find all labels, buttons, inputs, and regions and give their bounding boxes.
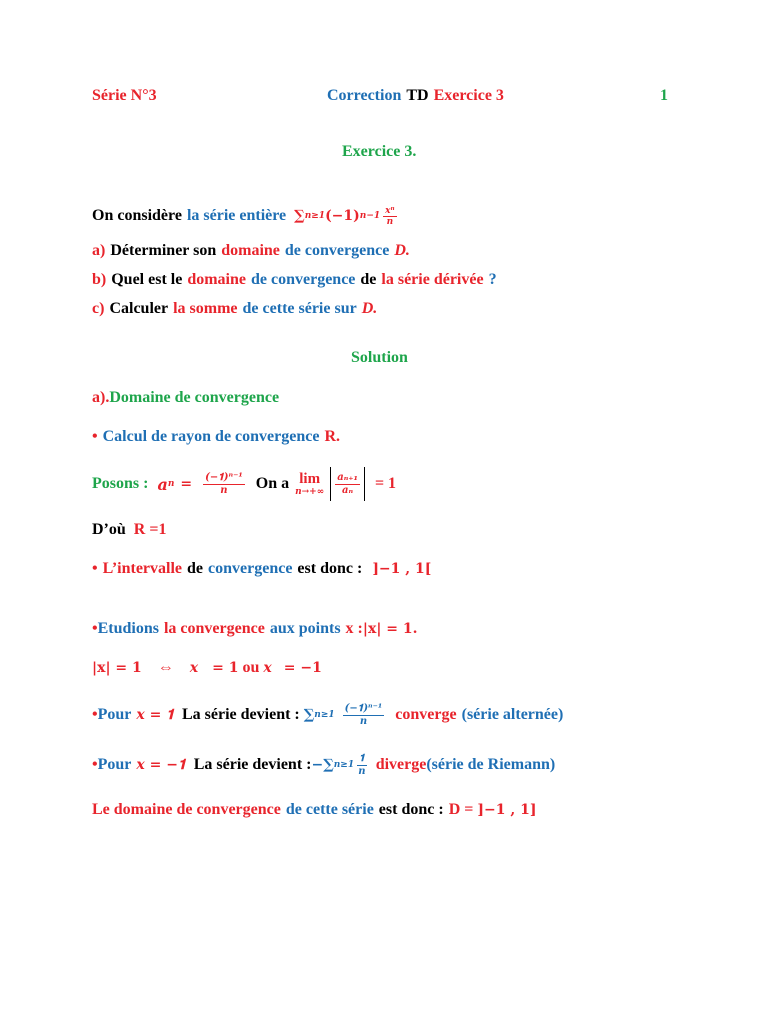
bullet-rayon	[92, 428, 340, 446]
lim-subscript: n→+∞	[295, 486, 325, 497]
pour1-x: x = 𝟏	[136, 707, 174, 723]
intro-serie-label: la série entière	[186, 207, 287, 224]
etudions-aux-points: aux points	[269, 620, 341, 637]
header-correction: Correction	[327, 87, 402, 104]
dou-r: R =1	[133, 521, 167, 538]
intro-fraction	[383, 206, 397, 227]
an-symbol: a	[157, 474, 168, 494]
question-a-convergence: de convergence	[284, 242, 390, 259]
header-serie	[92, 87, 157, 105]
intervalle-de: de	[187, 560, 204, 577]
serie-number: Série N°3	[92, 87, 157, 104]
question-c-label: c)	[92, 300, 105, 317]
intervalle-word: intervalle	[117, 560, 183, 577]
pour1-devient: La série devient :	[182, 706, 300, 723]
limit-operator	[295, 472, 324, 497]
question-b-convergence: de convergence	[251, 271, 356, 288]
header-exercice: Exercice 3	[433, 87, 504, 104]
pour2-diverge: diverge	[375, 756, 427, 773]
posons-label: Posons :	[92, 475, 149, 492]
etudions-line	[92, 620, 418, 638]
fraction-denominator: n	[386, 216, 394, 227]
pour2-bullet: •	[92, 756, 98, 773]
equivalence-arrow: ⇔	[157, 659, 174, 676]
pour2-fraction	[357, 753, 367, 778]
pour1-sum-subscript: n≥1	[314, 710, 335, 720]
question-a-label: a)	[92, 242, 106, 259]
an-denominator: n	[220, 484, 228, 496]
equals-sign: =	[180, 476, 193, 492]
section-a-heading	[92, 389, 279, 407]
pour1-denominator: n	[359, 715, 368, 727]
pour2-word: Pour	[97, 756, 132, 773]
etudions-x: x :	[345, 620, 363, 637]
etudions-convergence: la convergence	[163, 620, 265, 637]
on-a-text: On a	[255, 475, 290, 492]
fraction-numerator: xⁿ	[385, 205, 395, 216]
power-exponent: n−1	[359, 211, 381, 221]
sum-subscript: n≥1	[304, 211, 326, 221]
limit-result: = 1	[374, 475, 397, 492]
question-b-text-1: Quel est le	[111, 271, 183, 288]
question-b	[92, 271, 497, 289]
dou-text: D’où	[92, 521, 126, 538]
an-fraction	[203, 472, 245, 497]
ratio-fraction	[335, 472, 360, 497]
pour-x-1-line	[92, 696, 563, 734]
question-b-question-mark: ?	[488, 271, 497, 288]
an-numerator: (−𝟏)ⁿ⁻¹	[205, 471, 243, 483]
an-subscript: n	[167, 479, 175, 489]
power-base: (−𝟏)	[325, 208, 360, 224]
intervalle-bullet: •	[92, 560, 98, 577]
question-c	[92, 300, 377, 318]
intro-text: On considère	[92, 207, 182, 224]
question-b-de: de	[360, 271, 377, 288]
question-c-text-1: Calculer	[109, 300, 169, 317]
x-value-2: = −𝟏	[283, 660, 322, 676]
section-a-prefix: a).	[92, 389, 110, 406]
pour2-devient: La série devient :	[193, 756, 312, 773]
pour2-sum-subscript: n≥1	[333, 760, 355, 770]
pour1-sum-symbol: ∑	[303, 707, 315, 723]
absolute-ratio	[330, 467, 365, 501]
question-a-domaine: domaine	[221, 242, 280, 259]
question-b-label: b)	[92, 271, 107, 288]
intervalle-value: ]−𝟏 , 𝟏[	[372, 561, 432, 577]
section-a-title: Domaine de convergence	[109, 389, 280, 406]
solution-title: Solution	[351, 349, 408, 366]
question-b-domaine: domaine	[187, 271, 246, 288]
exercise-title: Exercice 3.	[342, 143, 417, 160]
pour1-alternee: (série alternée)	[461, 706, 564, 723]
conclusion-serie: de cette série	[285, 801, 374, 818]
ou-word: ou	[242, 659, 260, 676]
x-symbol-1: x	[189, 660, 199, 676]
lim-word: lim	[299, 470, 321, 487]
conclusion-d: D =	[448, 801, 474, 818]
question-a-d: D.	[394, 242, 410, 259]
pour1-numerator: (−𝟏)ⁿ⁻¹	[344, 702, 383, 714]
conclusion-domaine: Le domaine de convergence	[92, 801, 281, 818]
conclusion-line	[92, 801, 536, 819]
x-symbol-2: x	[263, 660, 272, 676]
conclusion-domain-value: ]−𝟏 , 𝟏]	[477, 802, 537, 818]
rayon-text: Calcul de rayon de convergence	[102, 428, 320, 445]
pour1-fraction	[343, 703, 385, 728]
intervalle-convergence: convergence	[208, 560, 293, 577]
posons-line	[92, 464, 396, 504]
pour2-denominator: n	[358, 765, 366, 777]
intro-line	[92, 200, 400, 232]
pour2-sum-symbol: ∑	[323, 757, 334, 773]
header-title	[327, 87, 504, 105]
question-b-serie-derivee: la série dérivée	[381, 271, 484, 288]
pour1-converge: converge	[395, 706, 457, 723]
question-c-d: D.	[361, 300, 378, 317]
pour1-word: Pour	[97, 706, 132, 723]
intervalle-est-donc: est donc :	[297, 560, 363, 577]
question-a	[92, 242, 410, 260]
etudions-bullet: •	[92, 620, 98, 637]
conclusion-est-donc: est donc :	[378, 801, 444, 818]
pour1-bullet: •	[92, 706, 98, 723]
x-value-1: = 𝟏	[212, 660, 239, 676]
equivalence-line	[92, 659, 322, 677]
pour-x-minus-1-line	[92, 746, 555, 784]
pour2-minus: −	[311, 757, 324, 773]
ratio-denominator: aₙ	[342, 484, 354, 496]
sum-symbol: ∑	[294, 208, 305, 224]
etudions-word: Etudions	[97, 620, 159, 637]
ratio-numerator: aₙ₊₁	[337, 471, 358, 483]
header-td: TD	[406, 87, 429, 104]
question-a-text-1: Déterminer son	[110, 242, 217, 259]
dou-line	[92, 521, 166, 539]
rayon-r: R.	[324, 428, 341, 445]
question-c-somme: la somme	[173, 300, 238, 317]
etudions-abs: |x| = 𝟏.	[362, 621, 418, 637]
page-number: 1	[660, 87, 668, 104]
pour2-x: x = −𝟏	[136, 757, 186, 773]
question-c-text-2: de cette série sur	[242, 300, 357, 317]
pour2-numerator: 𝟏	[359, 752, 365, 764]
intervalle-line	[92, 560, 431, 578]
intervalle-l: L’	[102, 560, 118, 577]
pour2-riemann: (série de Riemann)	[426, 756, 556, 773]
abs-x-eq: |x| = 𝟏	[92, 660, 142, 676]
bullet-icon: •	[92, 428, 98, 445]
